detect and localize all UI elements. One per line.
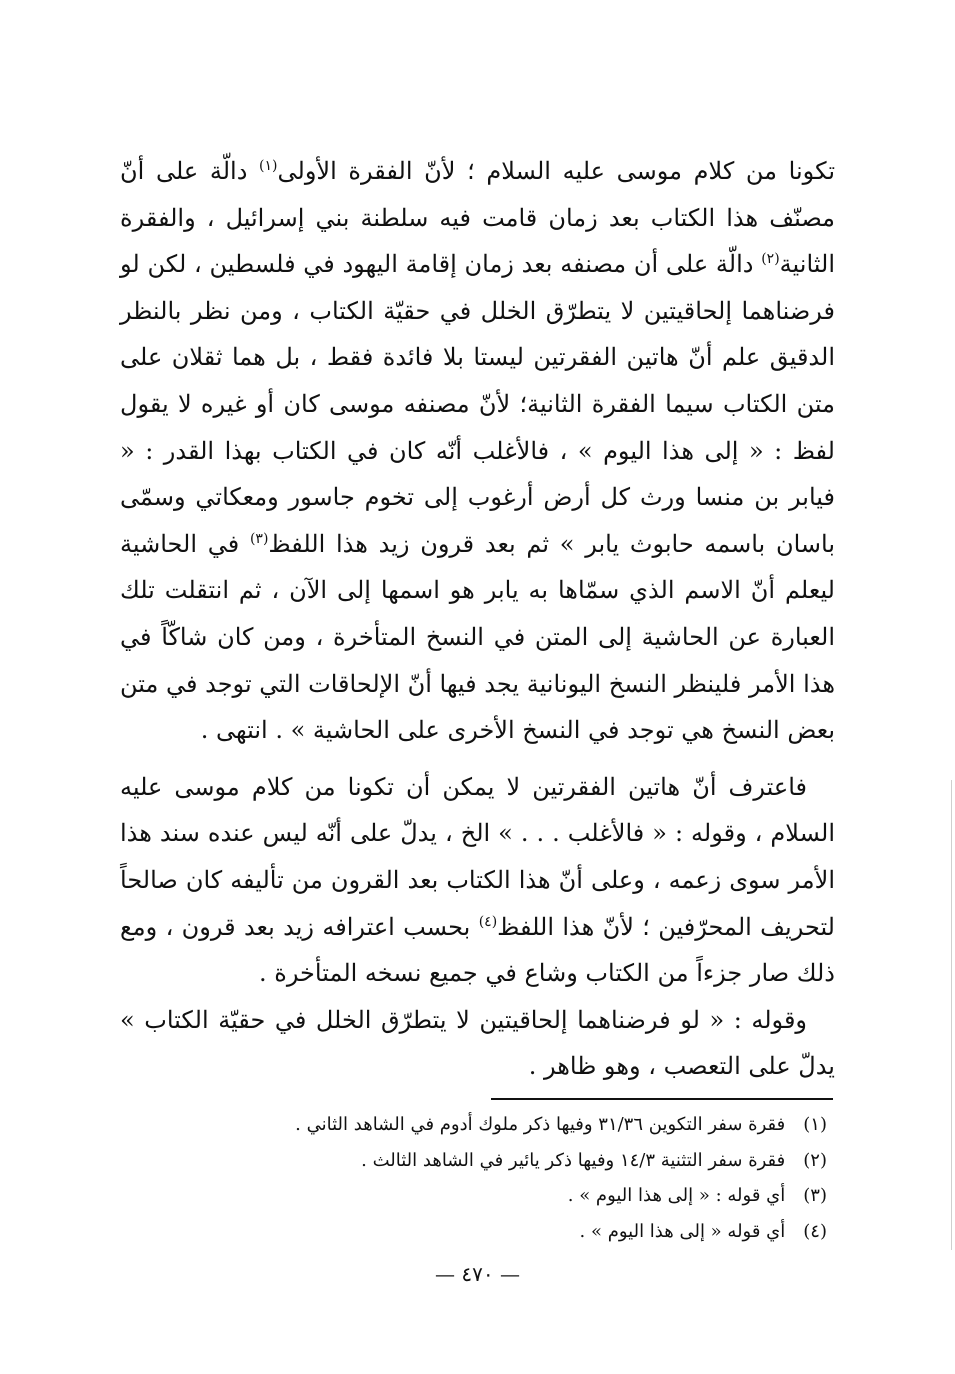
paragraph-1 [120,148,835,754]
paragraph-1-part-2: دالّة على أنّ مصنّف هذا الكتاب بعد زمان قامت فيه سلطنة بني إسرائيل ، والفقرة الثانية [120,157,835,279]
paragraph-1-part-1: تكونا من كلام موسى عليه السلام ؛ لأنّ الفقرة الأولى [277,157,835,185]
footnote-number: (٢) [803,1149,827,1171]
footnotes [127,1107,827,1249]
paragraph-3 [120,997,835,1090]
footnote-text: أي قوله : « إلى هذا اليوم » . [567,1185,786,1206]
footnote-text: فقرة سفر التكوين ٣١/٣٦ وفيها ذكر ملوك أدوم في الشاهد الثاني . [295,1114,786,1135]
footnote-4 [127,1214,827,1250]
paragraph-2-part-2: بحسب اعترافه زيد بعد قرون ، ومع ذلك صار جزءاً من الكتاب وشاع في جميع نسخه المتأخرة . [120,912,835,988]
footnote-3 [127,1178,827,1214]
main-text [120,148,835,1090]
footnote-1 [127,1107,827,1143]
scan-edge-line [951,780,952,1250]
footnote-ref-3: (٣) [249,530,269,547]
footnote-separator [491,1098,833,1100]
footnote-ref-1: (١) [259,158,278,174]
paragraph-2 [120,764,835,997]
paragraph-2-part-1: فاعترف أنّ هاتين الفقرتين لا يمكن أن تكونا من كلام موسى عليه السلام ، وقوله : « فالأغلب . . . » الخ ، يدلّ على أنّه ليس عنده سند هذا الأمر سوى زعمه ، وعلى أنّ هذا الكتاب بعد القرون من تأليفه كان صالحاً لتحريف المحرّفين ؛ لأنّ هذا اللفظ [120,772,836,941]
paragraph-1-part-3: دالّة على أن مصنفه بعد زمان إقامة اليهود في فلسطين ، لكن لو فرضناهما إلحاقيتين لا يتطرّق الخلل في حقيّة الكتاب ، ومن نظر بالنظر الدقيق علم أنّ هاتين الفقرتين ليستا بلا فائدة فقط ، بل هما ثقلان على متن الكتاب سيما الفقرة الثانية؛ لأنّ مصنفه موسى كان أو غيره لا يقول لفظ : « إلى هذا اليوم » ، فالأغلب أنّه كان في الكتاب بهذا القدر : « فيابر بن منسا ورث كل أرض أرغوب إلى تخوم جاسور ومعكاتي وسمّى باسان باسمه حابوث يابر » ثم بعد قرون زيد هذا اللفظ [120,250,835,558]
page-number: — ٤٧٠ — [435,1262,520,1286]
footnote-2 [127,1143,827,1179]
footnote-ref-2: (٢) [761,251,780,268]
paragraph-3-text: وقوله : « لو فرضناهما إلحاقيتين لا يتطرّق الخلل في حقيّة الكتاب » يدلّ على التعصب ، وهو ظاهر . [120,1005,835,1081]
footnote-text: فقرة سفر التثنية ١٤/٣ وفيها ذكر يائير في الشاهد الثالث . [361,1149,786,1171]
footnote-text: أي قوله « إلى هذا اليوم » . [579,1220,786,1242]
paragraph-1-part-4: في الحاشية ليعلم أنّ الاسم الذي سمّاها به يابر هو اسمها إلى الآن ، ثم انتقلت تلك العبارة عن الحاشية إلى المتن في النسخ المتأخرة ، ومن كان شاكّاً في هذا الأمر فلينظر النسخ اليونانية يجد فيها أنّ الإلحاقات التي توجد في متن بعض النسخ هي توجد في النسخ الأخرى على الحاشية » . انتهى . [120,529,835,745]
footnote-number: (١) [803,1114,827,1135]
footnote-number: (٤) [803,1220,827,1242]
footnote-ref-4: (٤) [478,913,498,930]
footnote-number: (٣) [803,1185,827,1206]
